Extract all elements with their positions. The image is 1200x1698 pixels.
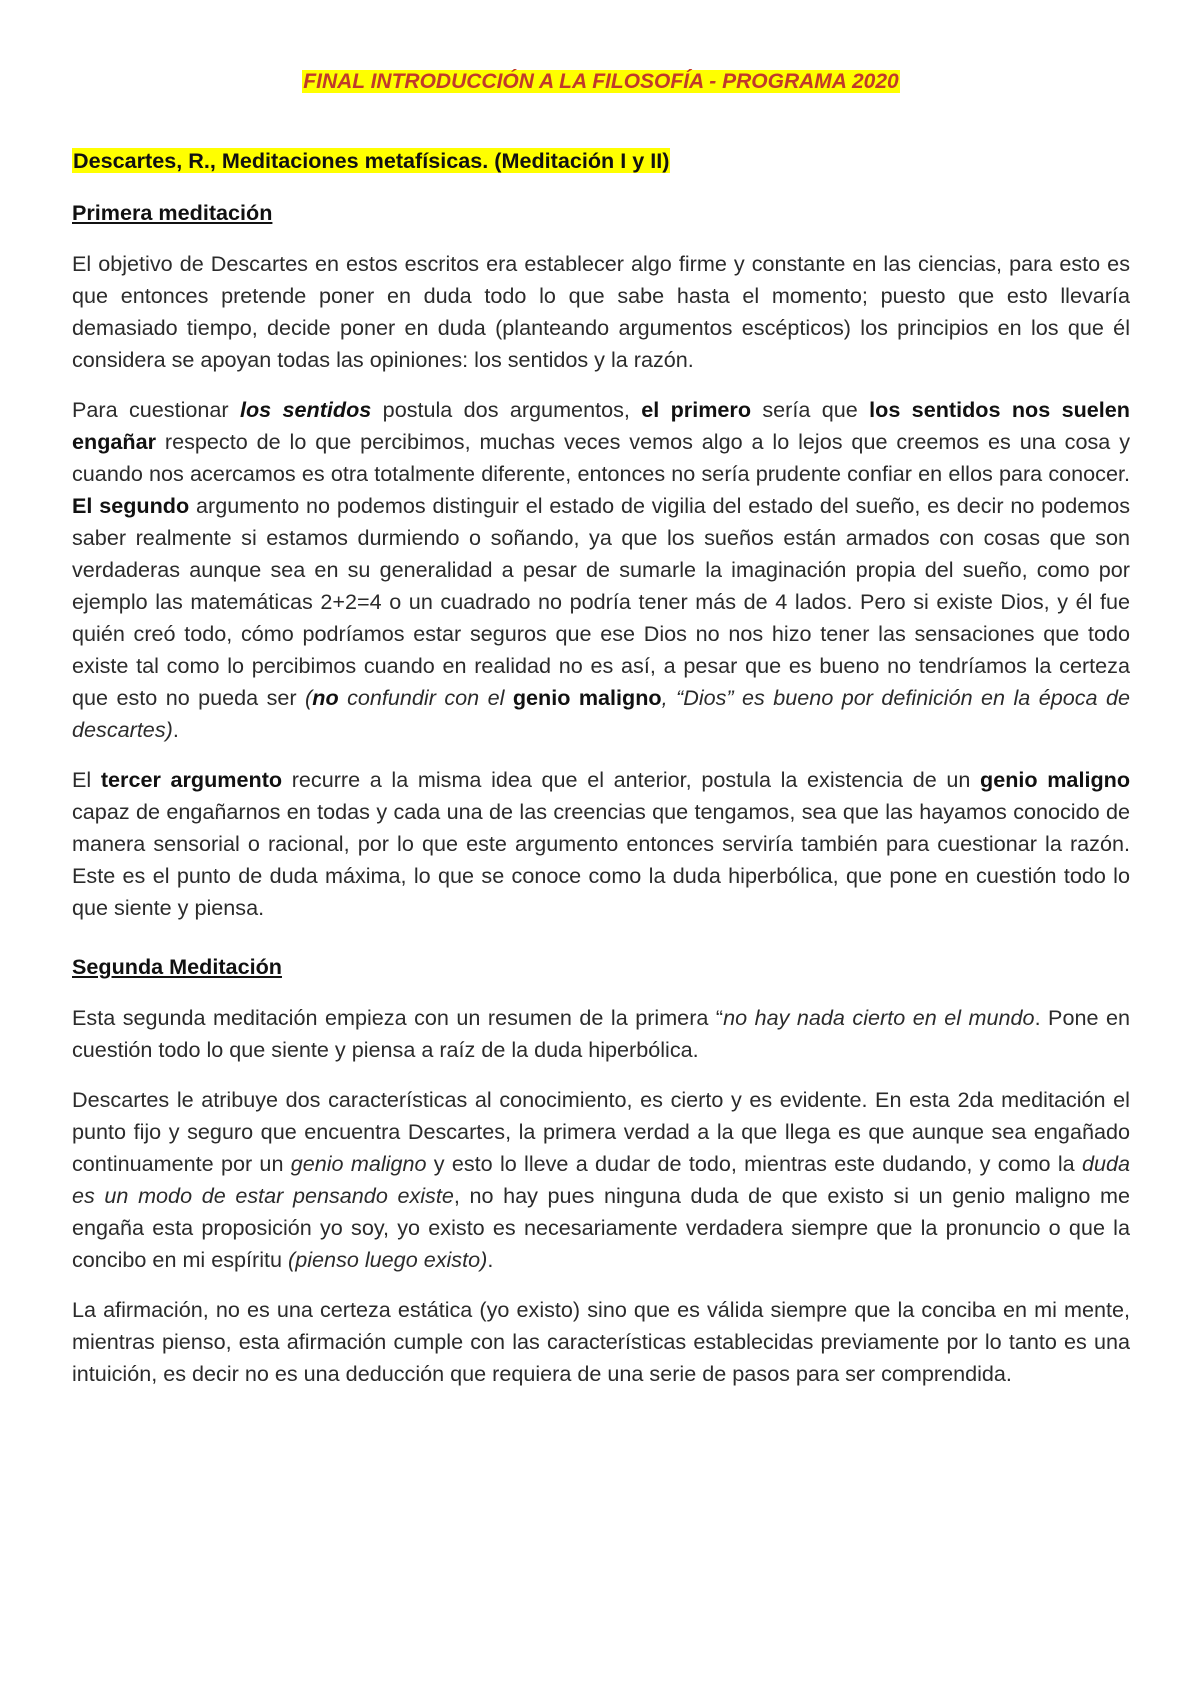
paragraph-afirmacion: La afirmación, no es una certeza estática (yo existo) sino que es válida siempre que la conciba en mi mente, mientras pienso, esta afirmación cumple con las características establecidas previamente por lo tanto es una intuición, es decir no es una deducción que requiera de una serie de pasos para ser comprendida.	[72, 1297, 1130, 1386]
work-heading: Descartes, R., Meditaciones metafísicas. (Meditación I y II)	[73, 148, 670, 173]
document-page	[72, 70, 1130, 1408]
paragraph-resumen: Esta segunda meditación empieza con un resumen de la primera “no hay nada cierto en el mundo. Pone en cuestión todo lo que siente y piensa a raíz de la duda hiperbólica.	[72, 1005, 1130, 1062]
paragraph-sentidos: Para cuestionar los sentidos postula dos argumentos, el primero sería que los sentidos nos suelen engañar respecto de lo que percibimos, muchas veces vemos algo a lo lejos que creemos es una cosa y cuando nos acercamos es otra totalmente diferente, entonces no sería prudente confiar en ellos para conocer. El segundo argumento no podemos distinguir el estado de vigilia del estado del sueño, es decir no podemos saber realmente si estamos durmiendo o soñando, ya que los sueños están armados con cosas que son verdaderas aunque sea en su generalidad a pesar de sumarle la imaginación propia del sueño, como por ejemplo las matemáticas 2+2=4 o un cuadrado no podría tener más de 4 lados. Pero si existe Dios, y él fue quién creó todo, cómo podríamos estar seguros que ese Dios no nos hizo tener las sensaciones que todo existe tal como lo percibimos cuando en realidad no es así, a pesar que es bueno no tendríamos la certeza que esto no pueda ser (no confundir con el genio maligno, “Dios” es bueno por definición en la época de descartes).	[72, 397, 1131, 742]
paragraph-objetivo: El objetivo de Descartes en estos escritos era establecer algo firme y constante en las ciencias, para esto es que entonces pretende poner en duda todo lo que sabe hasta el momento; puesto que esto llevaría demasiado tiempo, decide poner en duda (planteando argumentos escépticos) los principios en los que él considera se apoyan todas las opiniones: los sentidos y la razón.	[72, 251, 1130, 372]
paragraph-caracteristicas: Descartes le atribuye dos características al conocimiento, es cierto y es evidente. En esta 2da meditación el punto fijo y seguro que encuentra Descartes, la primera verdad a la que llega es que aunque sea engañado continuamente por un genio maligno y esto lo lleve a dudar de todo, mientras este dudando, y como la duda es un modo de estar pensando existe, no hay pues ninguna duda de que existo si un genio maligno me engaña esta proposición yo soy, yo existo es necesariamente verdadera siempre que la pronuncio o que la concibo en mi espíritu (pienso luego existo).	[72, 1087, 1130, 1272]
section-heading-primera: Primera meditación	[72, 200, 273, 225]
paragraph-tercer-argumento: El tercer argumento recurre a la misma idea que el anterior, postula la existencia de un genio maligno capaz de engañarnos en todas y cada una de las creencias que tengamos, sea que las hayamos conocido de manera sensorial o racional, por lo que este argumento entonces serviría también para cuestionar la razón. Este es el punto de duda máxima, lo que se conoce como la duda hiperbólica, que pone en cuestión todo lo que siente y piensa.	[72, 767, 1131, 920]
document-title: FINAL INTRODUCCIÓN A LA FILOSOFÍA - PROGRAMA 2020	[303, 70, 899, 93]
section-heading-segunda: Segunda Meditación	[72, 954, 282, 979]
